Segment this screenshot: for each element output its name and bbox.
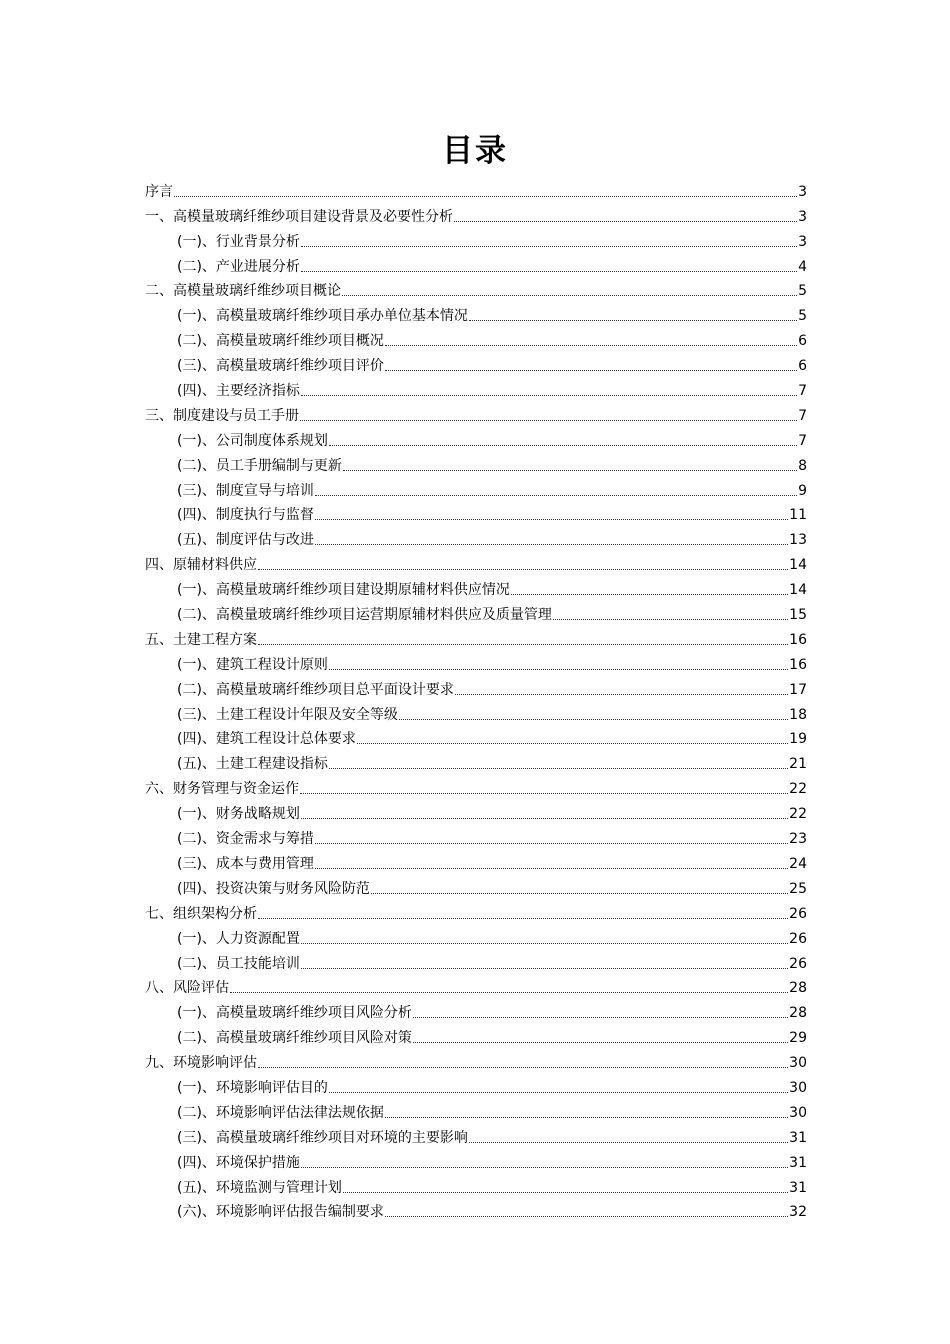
toc-subsection-entry[interactable]: [145, 574, 807, 599]
toc-page-number: 30: [789, 1104, 807, 1121]
toc-subsection-entry[interactable]: [145, 425, 807, 450]
toc-page-number: 30: [789, 1055, 807, 1072]
toc-subsection-entry[interactable]: [145, 524, 807, 549]
toc-subsection-entry[interactable]: [145, 350, 807, 375]
toc-entry-label: 六、财务管理与资金运作: [145, 781, 299, 798]
toc-dot-leader: [315, 495, 797, 496]
toc-entry-label: (三)、成本与费用管理: [177, 855, 314, 872]
toc-subsection-entry[interactable]: [145, 823, 807, 848]
toc-subsection-entry[interactable]: [145, 251, 807, 276]
toc-dot-leader: [258, 644, 788, 645]
toc-entry-label: (一)、建筑工程设计原则: [177, 656, 328, 673]
toc-entry-label: (二)、高模量玻璃纤维纱项目运营期原辅材料供应及质量管理: [177, 607, 552, 624]
toc-dot-leader: [342, 295, 797, 296]
toc-page-number: 17: [789, 681, 807, 698]
toc-entry-label: 四、原辅材料供应: [145, 557, 257, 574]
toc-subsection-entry[interactable]: [145, 674, 807, 699]
toc-subsection-entry[interactable]: [145, 649, 807, 674]
toc-entry-label: 七、组织架构分析: [145, 905, 257, 922]
toc-dot-leader: [385, 1216, 788, 1217]
toc-dot-leader: [399, 719, 788, 720]
toc-page-number: 28: [789, 1005, 807, 1022]
toc-page-number: 32: [789, 1204, 807, 1221]
toc-entry-label: (五)、制度评估与改进: [177, 532, 314, 549]
toc-subsection-entry[interactable]: [145, 699, 807, 724]
toc-page-number: 28: [789, 980, 807, 997]
toc-dot-leader: [301, 1167, 788, 1168]
toc-dot-leader: [329, 1092, 788, 1093]
toc-entry-label: (一)、财务战略规划: [177, 806, 300, 823]
toc-page-number: 7: [798, 407, 807, 424]
toc-dot-leader: [329, 768, 788, 769]
toc-section-entry[interactable]: [145, 176, 807, 201]
toc-dot-leader: [301, 818, 788, 819]
toc-dot-leader: [343, 1192, 788, 1193]
toc-subsection-entry[interactable]: [145, 500, 807, 525]
toc-dot-leader: [469, 1142, 788, 1143]
toc-page-number: 3: [798, 183, 807, 200]
toc-page-number: 6: [798, 358, 807, 375]
toc-entry-label: (一)、行业背景分析: [177, 233, 300, 250]
toc-page-number: 13: [789, 532, 807, 549]
toc-dot-leader: [174, 196, 797, 197]
toc-subsection-entry[interactable]: [145, 1172, 807, 1197]
toc-subsection-entry[interactable]: [145, 1022, 807, 1047]
toc-subsection-entry[interactable]: [145, 1147, 807, 1172]
toc-entry-label: (一)、人力资源配置: [177, 930, 300, 947]
toc-subsection-entry[interactable]: [145, 226, 807, 251]
toc-page-number: 5: [798, 308, 807, 325]
toc-page-number: 26: [789, 930, 807, 947]
toc-page-number: 9: [798, 482, 807, 499]
toc-dot-leader: [315, 843, 788, 844]
toc-dot-leader: [454, 221, 797, 222]
toc-dot-leader: [553, 619, 788, 620]
toc-page-number: 3: [798, 208, 807, 225]
toc-page-number: 14: [789, 582, 807, 599]
toc-entry-label: (一)、环境影响评估目的: [177, 1079, 328, 1096]
toc-entry-label: (二)、产业进展分析: [177, 258, 300, 275]
toc-dot-leader: [413, 1042, 788, 1043]
toc-dot-leader: [315, 868, 788, 869]
toc-page-number: 7: [798, 432, 807, 449]
toc-dot-leader: [301, 968, 788, 969]
toc-dot-leader: [329, 445, 797, 446]
toc-section-entry[interactable]: [145, 773, 807, 798]
toc-subsection-entry[interactable]: [145, 748, 807, 773]
toc-page-number: 22: [789, 781, 807, 798]
toc-dot-leader: [455, 694, 788, 695]
toc-page-number: 26: [789, 955, 807, 972]
toc-entry-label: 八、风险评估: [145, 980, 229, 997]
toc-entry-label: (六)、环境影响评估报告编制要求: [177, 1204, 384, 1221]
toc-dot-leader: [385, 370, 797, 371]
toc-entry-label: 一、高模量玻璃纤维纱项目建设背景及必要性分析: [145, 208, 453, 225]
toc-page-number: 25: [789, 880, 807, 897]
toc-subsection-entry[interactable]: [145, 798, 807, 823]
toc-page-number: 31: [789, 1154, 807, 1171]
toc-entry-label: (五)、土建工程建设指标: [177, 756, 328, 773]
toc-dot-leader: [301, 246, 797, 247]
toc-page-number: 24: [789, 855, 807, 872]
toc-dot-leader: [357, 743, 788, 744]
toc-dot-leader: [511, 594, 788, 595]
toc-subsection-entry[interactable]: [145, 599, 807, 624]
toc-section-entry[interactable]: [145, 1047, 807, 1072]
toc-page-number: 4: [798, 258, 807, 275]
toc-entry-label: (四)、投资决策与财务风险防范: [177, 880, 370, 897]
toc-subsection-entry[interactable]: [145, 997, 807, 1022]
toc-page-number: 30: [789, 1079, 807, 1096]
toc-dot-leader: [371, 893, 788, 894]
toc-page-number: 7: [798, 383, 807, 400]
toc-title: 目录: [442, 133, 508, 169]
toc-dot-leader: [413, 1017, 788, 1018]
toc-entry-label: (一)、高模量玻璃纤维纱项目建设期原辅材料供应情况: [177, 582, 510, 599]
toc-subsection-entry[interactable]: [145, 873, 807, 898]
toc-entry-label: (三)、土建工程设计年限及安全等级: [177, 706, 398, 723]
toc-page-number: 19: [789, 731, 807, 748]
toc-subsection-entry[interactable]: [145, 724, 807, 749]
toc-subsection-entry[interactable]: [145, 300, 807, 325]
toc-dot-leader: [301, 943, 788, 944]
toc-page-number: 31: [789, 1179, 807, 1196]
toc-entry-label: (一)、高模量玻璃纤维纱项目风险分析: [177, 1005, 412, 1022]
toc-page-number: 18: [789, 706, 807, 723]
toc-entry-label: (二)、员工手册编制与更新: [177, 457, 342, 474]
toc-dot-leader: [385, 345, 797, 346]
toc-entry-label: 序言: [145, 183, 173, 200]
toc-entry-label: (三)、制度宣导与培训: [177, 482, 314, 499]
toc-dot-leader: [300, 420, 797, 421]
toc-entry-label: (二)、资金需求与筹措: [177, 831, 314, 848]
toc-subsection-entry[interactable]: [145, 325, 807, 350]
toc-page-number: 8: [798, 457, 807, 474]
toc-section-entry[interactable]: [145, 276, 807, 301]
toc-subsection-entry[interactable]: [145, 1097, 807, 1122]
toc-section-entry[interactable]: [145, 898, 807, 923]
toc-page-number: 16: [789, 631, 807, 648]
toc-page-number: 5: [798, 283, 807, 300]
toc-page-number: 3: [798, 233, 807, 250]
toc-page-number: 22: [789, 806, 807, 823]
toc-section-entry[interactable]: [145, 549, 807, 574]
toc-dot-leader: [343, 470, 797, 471]
toc-entry-label: (二)、高模量玻璃纤维纱项目总平面设计要求: [177, 681, 454, 698]
toc-entry-label: (二)、高模量玻璃纤维纱项目概况: [177, 333, 384, 350]
toc-dot-leader: [230, 992, 788, 993]
toc-dot-leader: [301, 271, 797, 272]
toc-page-number: 16: [789, 656, 807, 673]
toc-subsection-entry[interactable]: [145, 923, 807, 948]
toc-entry-label: (五)、环境监测与管理计划: [177, 1179, 342, 1196]
toc-entry-label: (二)、高模量玻璃纤维纱项目风险对策: [177, 1030, 412, 1047]
toc-dot-leader: [329, 669, 788, 670]
toc-entry-label: 二、高模量玻璃纤维纱项目概论: [145, 283, 341, 300]
toc-subsection-entry[interactable]: [145, 1072, 807, 1097]
toc-subsection-entry[interactable]: [145, 475, 807, 500]
toc-subsection-entry[interactable]: [145, 1197, 807, 1222]
toc-entry-label: 三、制度建设与员工手册: [145, 407, 299, 424]
toc-dot-leader: [315, 544, 788, 545]
toc-entry-label: (三)、高模量玻璃纤维纱项目对环境的主要影响: [177, 1129, 468, 1146]
toc-page-number: 26: [789, 905, 807, 922]
toc-page-number: 6: [798, 333, 807, 350]
toc-page-number: 29: [789, 1030, 807, 1047]
toc-section-entry[interactable]: [145, 624, 807, 649]
toc-page-number: 21: [789, 756, 807, 773]
toc-entry-label: (一)、高模量玻璃纤维纱项目承办单位基本情况: [177, 308, 468, 325]
toc-subsection-entry[interactable]: [145, 848, 807, 873]
toc-dot-leader: [385, 1117, 788, 1118]
toc-dot-leader: [300, 793, 788, 794]
toc-subsection-entry[interactable]: [145, 1122, 807, 1147]
toc-section-entry[interactable]: [145, 400, 807, 425]
toc-page-number: 11: [789, 507, 807, 524]
toc-dot-leader: [469, 320, 797, 321]
toc-subsection-entry[interactable]: [145, 450, 807, 475]
toc-page-number: 23: [789, 831, 807, 848]
toc-entry-label: (四)、主要经济指标: [177, 383, 300, 400]
toc-subsection-entry[interactable]: [145, 948, 807, 973]
toc-section-entry[interactable]: [145, 201, 807, 226]
toc-dot-leader: [258, 1067, 788, 1068]
toc-subsection-entry[interactable]: [145, 375, 807, 400]
toc-list: [145, 176, 807, 1221]
toc-page-number: 31: [789, 1129, 807, 1146]
toc-entry-label: (三)、高模量玻璃纤维纱项目评价: [177, 358, 384, 375]
toc-entry-label: (四)、建筑工程设计总体要求: [177, 731, 356, 748]
toc-dot-leader: [258, 569, 788, 570]
toc-dot-leader: [315, 519, 788, 520]
toc-entry-label: (四)、制度执行与监督: [177, 507, 314, 524]
toc-entry-label: (一)、公司制度体系规划: [177, 432, 328, 449]
toc-section-entry[interactable]: [145, 973, 807, 998]
toc-page-number: 14: [789, 557, 807, 574]
toc-dot-leader: [301, 395, 797, 396]
toc-page-number: 15: [789, 607, 807, 624]
toc-entry-label: (二)、员工技能培训: [177, 955, 300, 972]
toc-entry-label: (四)、环境保护措施: [177, 1154, 300, 1171]
toc-entry-label: 五、土建工程方案: [145, 631, 257, 648]
toc-dot-leader: [258, 918, 788, 919]
toc-entry-label: (二)、环境影响评估法律法规依据: [177, 1104, 384, 1121]
toc-entry-label: 九、环境影响评估: [145, 1055, 257, 1072]
